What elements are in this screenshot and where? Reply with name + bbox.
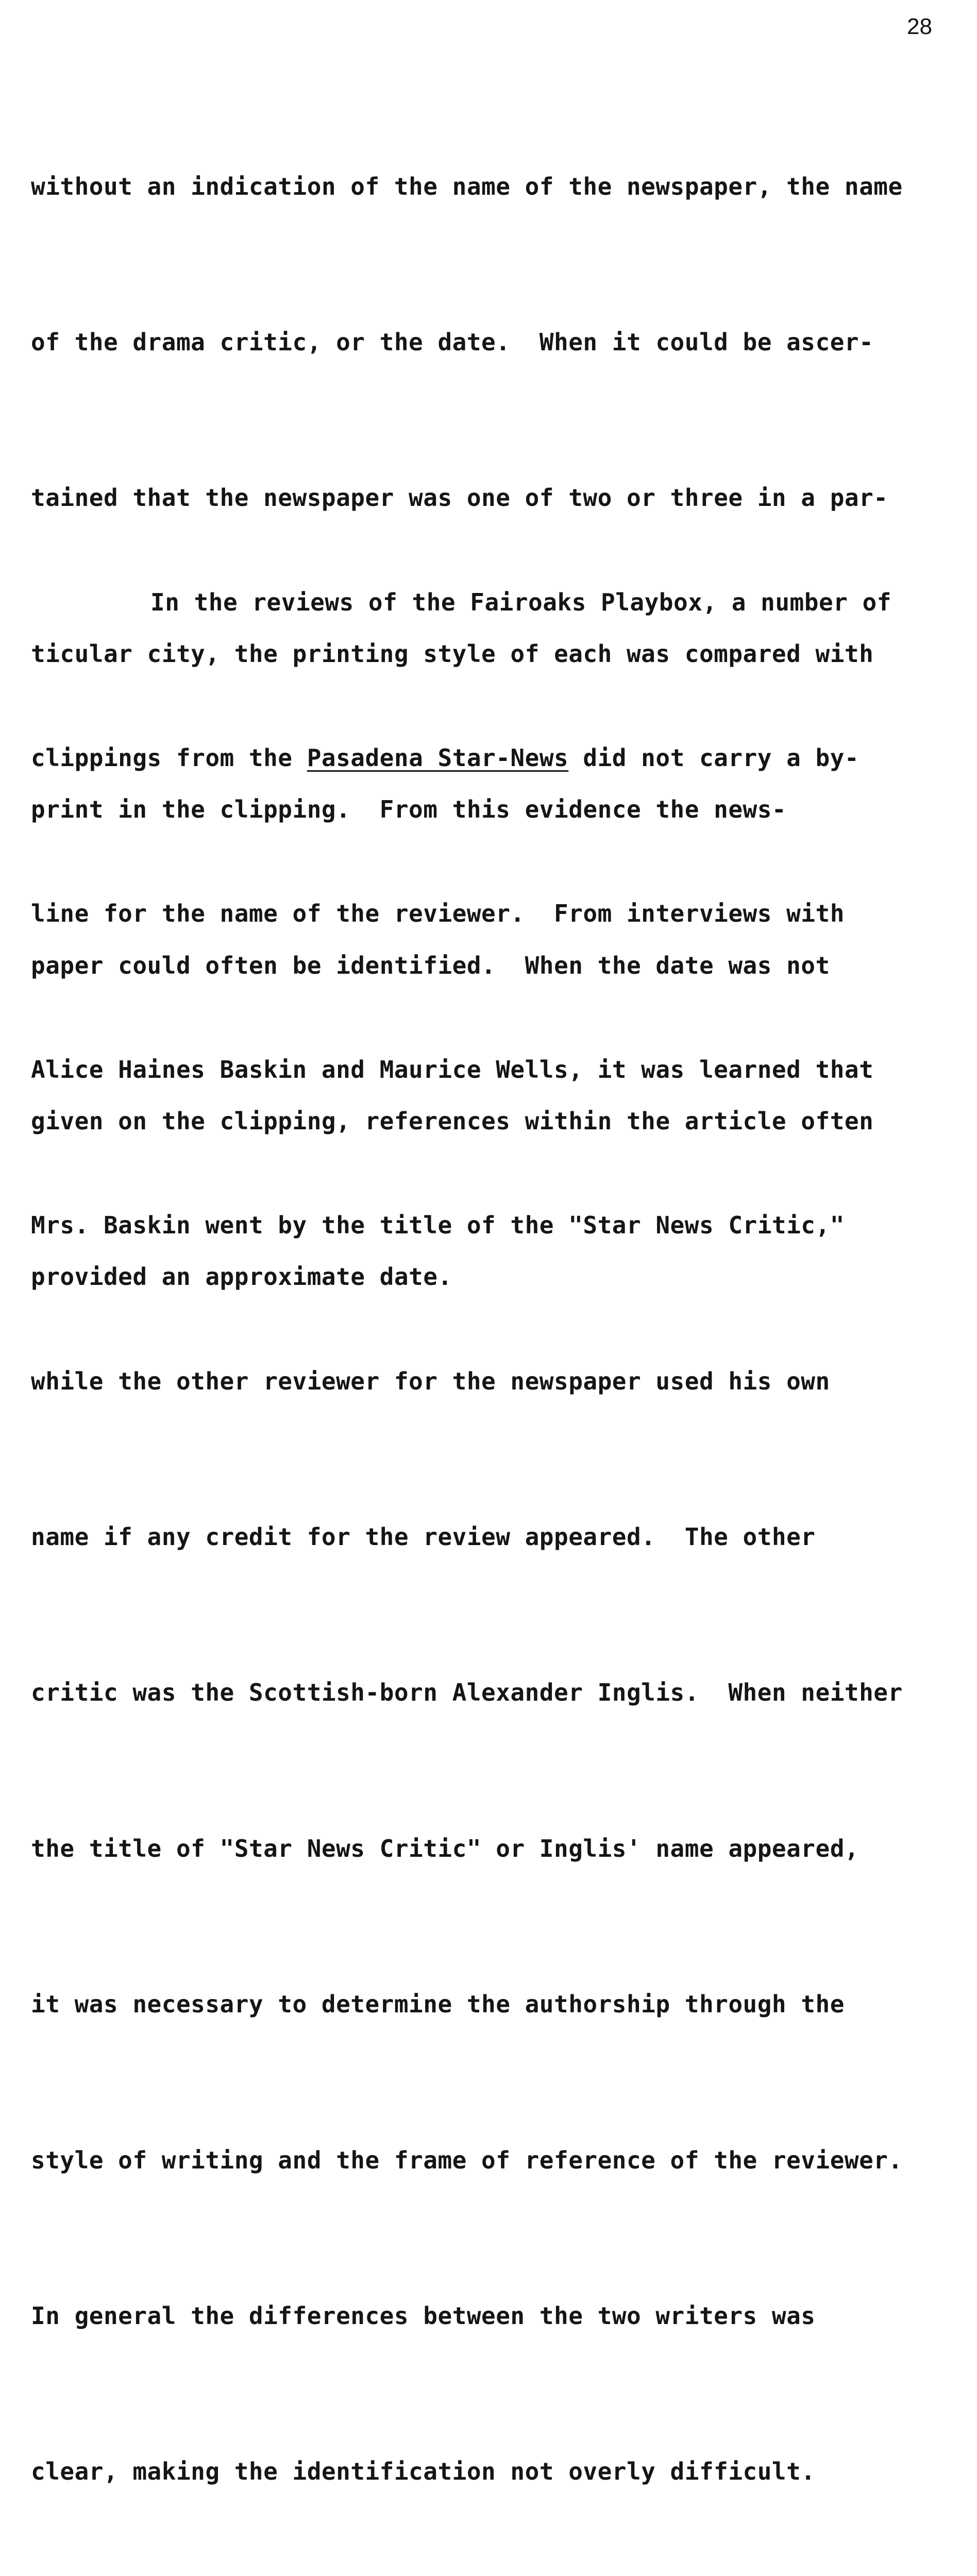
text-line: provided an approximate date. — [31, 1263, 452, 1291]
text-line: print in the clipping. From this evidence the news- — [31, 795, 787, 824]
text-line: while the other reviewer for the newspaper used his own — [31, 1367, 830, 1395]
text-line: clear, making the identification not overly difficult. — [31, 2458, 816, 2486]
text-line: ticular city, the printing style of each was compared with — [31, 639, 874, 668]
newspaper-title: Pasadena Star-News — [307, 743, 569, 772]
text-line: critic was the Scottish-born Alexander Inglis. When neither — [31, 1679, 903, 1707]
text-line: Alice Haines Baskin and Maurice Wells, it was learned that — [31, 1055, 874, 1083]
text-line: without an indication of the name of the newspaper, the name — [31, 172, 903, 200]
text-line: paper could often be identified. When the date was not — [31, 951, 830, 979]
text-line-with-title — [31, 732, 903, 784]
text-line: tained that the newspaper was one of two or three in a par- — [31, 484, 888, 512]
text-line: In general the differences between the two writers was — [31, 2301, 816, 2330]
text-line: the title of "Star News Critic" or Inglis' name appeared, — [31, 1834, 860, 1862]
text-line: Mrs. Baskin went by the title of the "Star News Critic," — [31, 1211, 845, 1240]
text-line: name if any credit for the review appeared. The other — [31, 1522, 816, 1551]
text-line: given on the clipping, references within the article often — [31, 1107, 874, 1135]
text-segment: did not carry a by- — [568, 743, 860, 772]
text-line: of the drama critic, or the date. When it could be ascer- — [31, 328, 874, 356]
text-line-indented: In the reviews of the Fairoaks Playbox, a number of — [150, 588, 891, 616]
text-line: style of writing and the frame of reference of the reviewer. — [31, 2146, 903, 2174]
text-line: it was necessary to determine the authorship through the — [31, 1990, 845, 2019]
paragraph-2 — [31, 472, 903, 2576]
text-segment: clippings from the — [31, 743, 307, 772]
text-line: line for the name of the reviewer. From interviews with — [31, 900, 845, 928]
page-number: 28 — [907, 14, 932, 39]
